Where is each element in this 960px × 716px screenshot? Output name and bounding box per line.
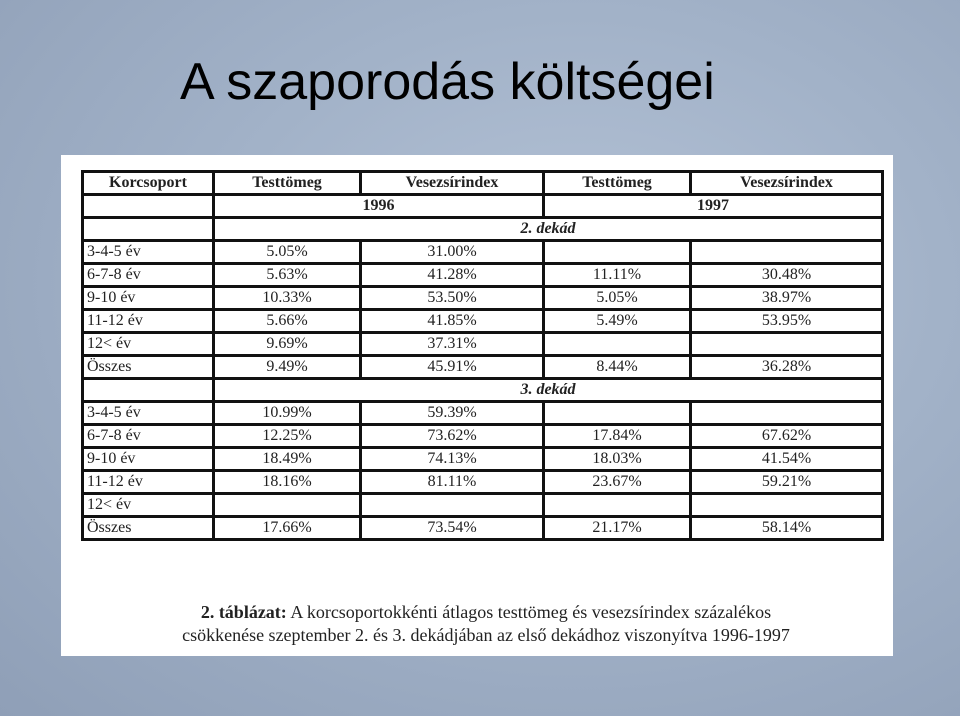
value-cell: 9.69%	[214, 333, 361, 356]
value-cell: 36.28%	[691, 356, 883, 379]
table-row	[83, 310, 883, 333]
row-label-cell: 11-12 év	[83, 310, 214, 333]
value-cell: 67.62%	[691, 425, 883, 448]
table-row	[83, 494, 883, 517]
value-cell	[691, 333, 883, 356]
value-cell: 12.25%	[214, 425, 361, 448]
table-row	[83, 287, 883, 310]
value-cell: 38.97%	[691, 287, 883, 310]
year-row	[83, 195, 883, 218]
value-cell	[691, 494, 883, 517]
value-cell: 59.21%	[691, 471, 883, 494]
value-cell: 37.31%	[361, 333, 544, 356]
value-cell	[544, 241, 691, 264]
value-cell: 30.48%	[691, 264, 883, 287]
value-cell: 58.14%	[691, 517, 883, 540]
value-cell: 53.50%	[361, 287, 544, 310]
value-cell: 5.05%	[214, 241, 361, 264]
value-cell: 59.39%	[361, 402, 544, 425]
table-row	[83, 471, 883, 494]
table-row	[83, 241, 883, 264]
value-cell: 17.66%	[214, 517, 361, 540]
table-row	[83, 448, 883, 471]
row-label-cell: 6-7-8 év	[83, 425, 214, 448]
value-cell: 41.54%	[691, 448, 883, 471]
value-cell: 18.16%	[214, 471, 361, 494]
row-label-cell: Összes	[83, 356, 214, 379]
value-cell: 5.63%	[214, 264, 361, 287]
row-label-cell: 11-12 év	[83, 471, 214, 494]
header-row	[83, 172, 883, 195]
empty-cell	[83, 218, 214, 241]
value-cell: 5.66%	[214, 310, 361, 333]
value-cell: 8.44%	[544, 356, 691, 379]
row-label-cell: 9-10 év	[83, 448, 214, 471]
table-row	[83, 402, 883, 425]
header-cell: Korcsoport	[83, 172, 214, 195]
value-cell	[544, 494, 691, 517]
table-row	[83, 517, 883, 540]
value-cell: 21.17%	[544, 517, 691, 540]
row-label-cell: 9-10 év	[83, 287, 214, 310]
section-header-row	[83, 218, 883, 241]
table-body	[83, 172, 883, 540]
row-label-cell: 3-4-5 év	[83, 241, 214, 264]
year-cell-1996: 1996	[214, 195, 544, 218]
caption-line-2: csökkenése szeptember 2. és 3. dekádjában az első dekádhoz viszonyítva 1996-1997	[182, 625, 790, 645]
row-label-cell: Összes	[83, 517, 214, 540]
value-cell: 81.11%	[361, 471, 544, 494]
value-cell: 10.99%	[214, 402, 361, 425]
row-label-cell: 3-4-5 év	[83, 402, 214, 425]
table-row	[83, 333, 883, 356]
table-image-panel	[61, 155, 893, 656]
header-cell: Vesezsírindex	[361, 172, 544, 195]
value-cell	[361, 494, 544, 517]
value-cell: 11.11%	[544, 264, 691, 287]
value-cell	[214, 494, 361, 517]
header-cell: Testtömeg	[544, 172, 691, 195]
caption-line-1	[91, 601, 881, 624]
value-cell: 41.28%	[361, 264, 544, 287]
section-header-row	[83, 379, 883, 402]
value-cell	[544, 333, 691, 356]
value-cell: 5.05%	[544, 287, 691, 310]
value-cell: 31.00%	[361, 241, 544, 264]
table-caption	[91, 601, 881, 647]
section-label: 3. dekád	[214, 379, 883, 402]
value-cell: 41.85%	[361, 310, 544, 333]
value-cell: 73.62%	[361, 425, 544, 448]
row-label-cell: 12< év	[83, 333, 214, 356]
section-label: 2. dekád	[214, 218, 883, 241]
slide-title: A szaporodás költségei	[180, 53, 715, 111]
value-cell: 10.33%	[214, 287, 361, 310]
empty-cell	[83, 379, 214, 402]
row-label-cell: 12< év	[83, 494, 214, 517]
value-cell: 18.03%	[544, 448, 691, 471]
value-cell: 45.91%	[361, 356, 544, 379]
value-cell	[691, 402, 883, 425]
header-cell: Testtömeg	[214, 172, 361, 195]
value-cell: 73.54%	[361, 517, 544, 540]
caption-text-1: A korcsoportokkénti átlagos testtömeg és vesezsírindex százalékos	[290, 602, 772, 622]
value-cell: 5.49%	[544, 310, 691, 333]
value-cell: 53.95%	[691, 310, 883, 333]
data-table	[81, 170, 884, 541]
value-cell: 17.84%	[544, 425, 691, 448]
year-cell-1997: 1997	[544, 195, 883, 218]
header-cell: Vesezsírindex	[691, 172, 883, 195]
value-cell: 18.49%	[214, 448, 361, 471]
table-row	[83, 356, 883, 379]
value-cell	[544, 402, 691, 425]
empty-cell	[83, 195, 214, 218]
caption-label: 2. táblázat:	[200, 602, 287, 622]
table-row	[83, 425, 883, 448]
value-cell: 9.49%	[214, 356, 361, 379]
table-row	[83, 264, 883, 287]
value-cell: 23.67%	[544, 471, 691, 494]
value-cell: 74.13%	[361, 448, 544, 471]
row-label-cell: 6-7-8 év	[83, 264, 214, 287]
value-cell	[691, 241, 883, 264]
